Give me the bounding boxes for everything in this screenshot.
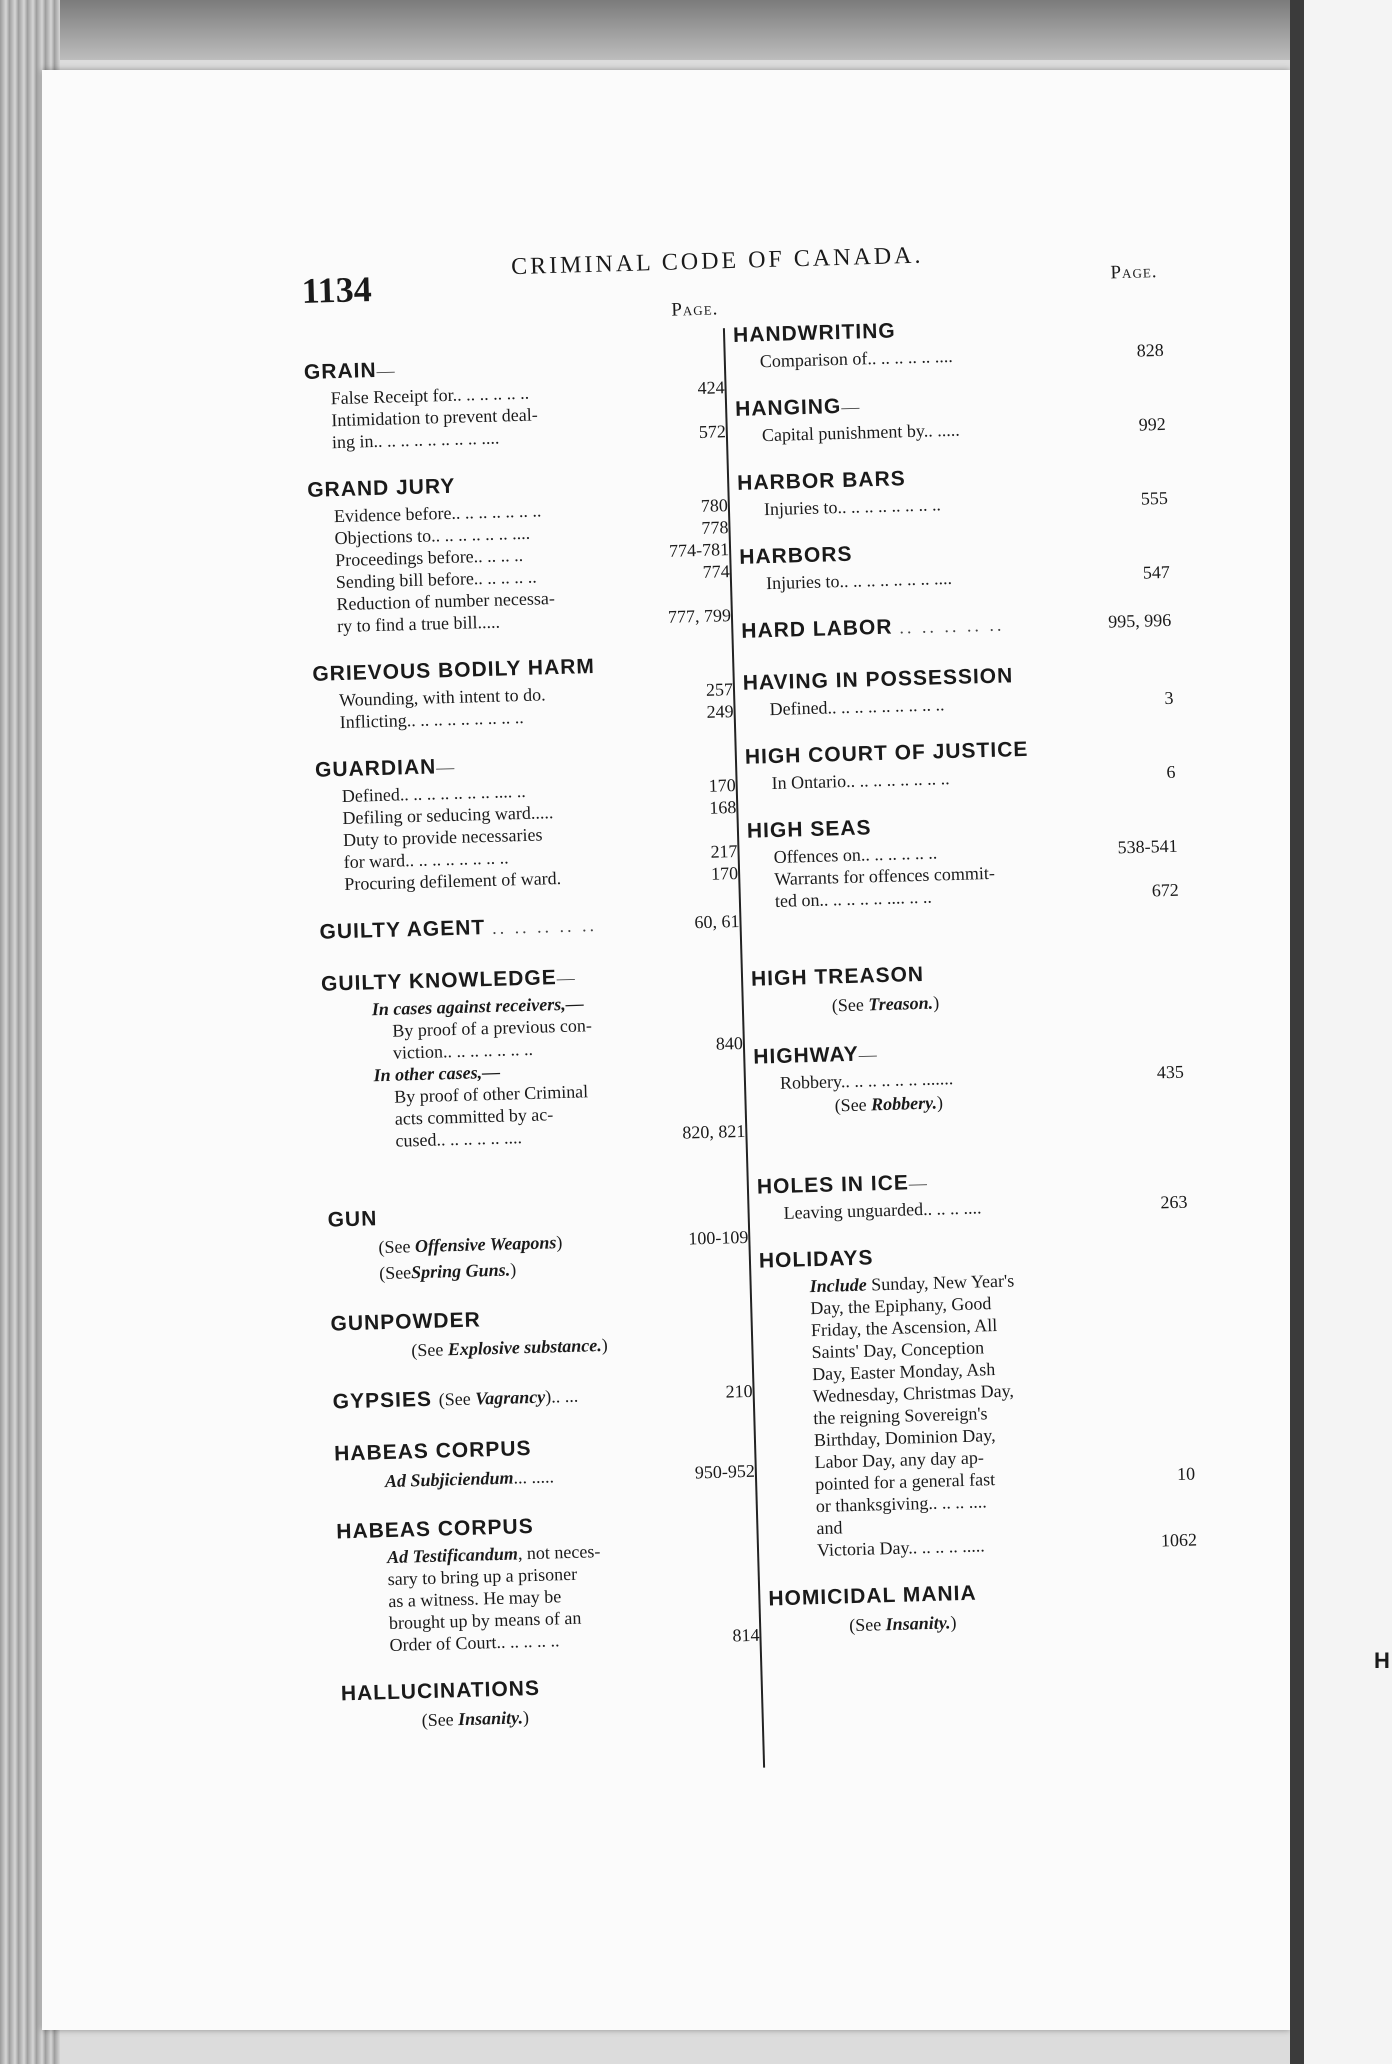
list-item: Reduction of number necessa- ry to find a true bill..... 777, 799 [336, 588, 732, 637]
list-item: Intimidation to prevent deal- ing in.. .. .. .. .. .. .. .. .... 572 [331, 404, 727, 453]
heading-handwriting: HANDWRITING [732, 319, 897, 347]
list-item: Victoria Day.. .. .. .. ..... 1062 [816, 1529, 1198, 1561]
list-item: Comparison of.. .. .. .. .. .... 828 [759, 339, 1164, 372]
list-item: Injuries to.. .. .. .. .. .. .. .... 547 [765, 561, 1171, 594]
list-item: Defiling or seducing ward..... 168 [342, 797, 737, 829]
heading-high-court: HIGH COURT OF JUSTICE [744, 737, 1029, 769]
list-item: Defined.. .. .. .. .. .. .. .... .. 170 [341, 775, 736, 807]
list-item: Ad Testificandum, not neces- sary to bring up a prisoner as a witness. He may be brought up by means of an Order of Court.. .. .. .. .. 814 [386, 1541, 760, 1656]
list-item: Leaving unguarded.. .. .. .... 263 [783, 1191, 1188, 1223]
list-item: Ad Subjiciendum... ..... 950-952 [384, 1460, 756, 1492]
heading-grain: GRAIN— [303, 358, 398, 384]
list-item: Wounding, with intent to do. 257 [338, 679, 734, 711]
list-item: False Receipt for.. .. .. .. .. .. 424 [330, 377, 725, 409]
heading-holes-in-ice: HOLES IN ICE— [756, 1171, 931, 1199]
list-item: Objections to.. .. .. .. .. .. .... 778 [334, 517, 729, 549]
cross-reference: (See Explosive substance.) [411, 1334, 609, 1361]
list-item: Capital punishment by.. ..... 992 [761, 413, 1167, 446]
heading-hanging: HANGING— [734, 394, 863, 421]
facing-page [1304, 0, 1392, 2064]
facing-page-letter: H [1374, 1648, 1390, 1673]
list-item: By proof of other Criminal acts committed by ac- cused.. .. .. .. .. .... 820, 821 [393, 1081, 746, 1151]
cross-reference: (See Offensive Weapons) 100-109 [378, 1226, 749, 1258]
right-column [731, 261, 1199, 1640]
list-item: By proof of a previous con- viction.. .. .. .. .. .. .. 840 [392, 1015, 744, 1063]
list-item: Include Sunday, New Year's Day, the Epiphany, Good Friday, the Ascension, All Saints' Day, Conception Day, Easter Monday, Ash Wednesday, Christmas Day, the reigning Sovereign's Birthday, Dominion Day, Labor Day, any day ap- pointed for a general fast or thanksgiving.. .. .. .... and 10 [809, 1270, 1196, 1539]
index-note: In other cases,— [373, 1061, 501, 1086]
book-page-edges-top [0, 0, 1392, 60]
index-note: In cases against receivers,— [371, 993, 584, 1020]
page-column-label: Page. [1110, 261, 1158, 284]
heading-harbors: HARBORS [738, 542, 853, 569]
running-head: CRIMINAL CODE OF CANADA. [510, 242, 924, 281]
heading-gun: GUN [327, 1207, 378, 1232]
list-item: Procuring defilement of ward. 170 [343, 863, 739, 895]
list-item: Sending bill before.. .. .. .. .. 774 [335, 561, 730, 593]
list-item: Duty to provide necessaries for ward.. .. .. .. .. .. .. .. 217 [342, 824, 738, 873]
heading-grand-jury: GRAND JURY [306, 474, 456, 502]
heading-hard-labor: HARD LABOR .. .. .. .. .. 995, 996 [741, 609, 1172, 643]
heading-guilty-agent: GUILTY AGENT .. .. .. .. .. 60, 61 [319, 911, 740, 944]
list-item: Evidence before.. .. .. .. .. .. .. 780 [333, 495, 729, 527]
list-item: Injuries to.. .. .. .. .. .. .. .. 555 [763, 487, 1169, 520]
heading-gypsies: GYPSIES (See Vagrancy).. ... 210 [332, 1380, 753, 1414]
list-item: Warrants for offences commit- ted on.. .. .. .. .. .... .. .. 672 [774, 862, 1180, 911]
heading-gunpowder: GUNPOWDER [330, 1308, 481, 1336]
page-column-label: Page. [671, 298, 719, 321]
heading-highway: HIGHWAY— [752, 1042, 880, 1069]
heading-habeas-corpus: HABEAS CORPUS [333, 1437, 532, 1466]
list-item: In Ontario.. .. .. .. .. .. .. .. 6 [771, 761, 1176, 794]
heading-grievous-bodily-harm: GRIEVOUS BODILY HARM [312, 654, 596, 686]
heading-hallucinations: HALLUCINATIONS [340, 1676, 541, 1706]
heading-harbor-bars: HARBOR BARS [736, 467, 907, 495]
page-number: 1134 [301, 269, 373, 311]
cross-reference: (See Insanity.) [848, 1612, 957, 1636]
cross-reference: (See Spring Guns. ) [378, 1259, 517, 1284]
book-gutter [1290, 0, 1304, 2064]
heading-holidays: HOLIDAYS [758, 1246, 874, 1273]
heading-guardian: GUARDIAN— [314, 755, 458, 782]
heading-high-seas: HIGH SEAS [746, 816, 872, 843]
list-item: Inflicting.. .. .. .. .. .. .. .. .. 249 [339, 701, 734, 733]
cross-reference: (See Insanity.) [421, 1707, 530, 1731]
heading-high-treason: HIGH TREASON [750, 962, 925, 991]
list-item: Proceedings before.. .. .. .. 774-781 [334, 539, 730, 571]
left-column [302, 298, 762, 1735]
index-content [300, 206, 1204, 1829]
list-item: Defined.. .. .. .. .. .. .. .. .. 3 [769, 687, 1174, 720]
list-item: Robbery.. .. .. .. .. .. ....... 435 [779, 1061, 1185, 1093]
heading-having-in-possession: HAVING IN POSSESSION [742, 664, 1014, 695]
list-item: Offences on.. .. .. .. .. .. 538-541 [773, 835, 1178, 868]
cross-reference: (See Robbery.) [834, 1092, 944, 1116]
heading-habeas-corpus-2: HABEAS CORPUS [336, 1514, 534, 1544]
heading-homicidal-mania: HOMICIDAL MANIA [768, 1581, 977, 1611]
cross-reference: (See Treason.) [831, 992, 940, 1016]
heading-guilty-knowledge: GUILTY KNOWLEDGE— [320, 966, 578, 996]
